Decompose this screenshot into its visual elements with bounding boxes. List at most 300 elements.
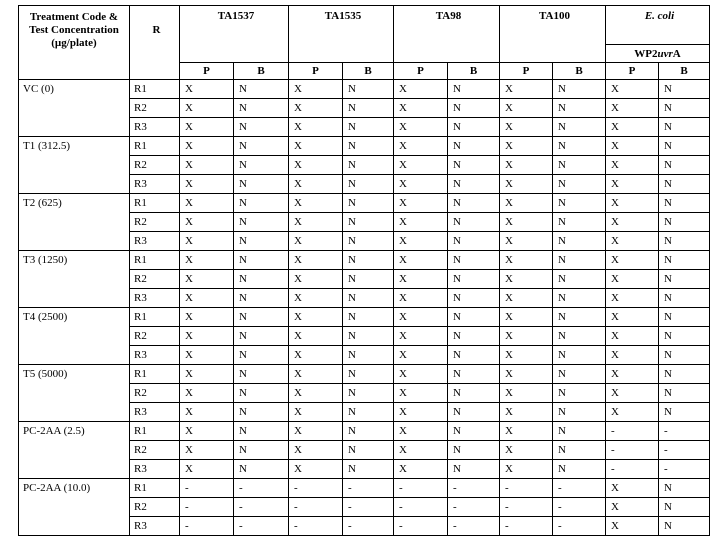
background-result-cell: N — [234, 99, 289, 118]
background-result-cell: N — [553, 80, 606, 99]
background-result-cell: N — [553, 422, 606, 441]
background-result-cell: N — [234, 118, 289, 137]
plate-result-cell: - — [500, 517, 553, 536]
strain-header-ta1537: TA1537 — [180, 6, 289, 63]
background-result-cell: - — [234, 498, 289, 517]
treatment-label: PC-2AA (2.5) — [19, 422, 130, 479]
background-result-cell: N — [553, 175, 606, 194]
plate-result-cell: X — [394, 99, 448, 118]
background-result-cell: N — [343, 137, 394, 156]
plate-result-cell: X — [180, 327, 234, 346]
background-result-cell: N — [659, 517, 710, 536]
plate-result-cell: - — [500, 479, 553, 498]
plate-result-cell: X — [500, 346, 553, 365]
background-result-cell: N — [553, 194, 606, 213]
plate-result-cell: X — [394, 327, 448, 346]
background-result-cell: - — [448, 479, 500, 498]
replicate-label: R2 — [130, 213, 180, 232]
replicate-label: R1 — [130, 137, 180, 156]
plate-result-cell: X — [289, 289, 343, 308]
plate-result-cell: X — [180, 118, 234, 137]
background-result-cell: - — [343, 517, 394, 536]
strain-header-ta100: TA100 — [500, 6, 606, 63]
background-result-cell: - — [448, 517, 500, 536]
background-result-cell: N — [553, 270, 606, 289]
background-result-cell: N — [448, 327, 500, 346]
replicate-label: R2 — [130, 384, 180, 403]
plate-result-cell: X — [289, 137, 343, 156]
replicate-label: R2 — [130, 498, 180, 517]
plate-result-cell: X — [180, 308, 234, 327]
background-result-cell: N — [448, 346, 500, 365]
background-result-cell: N — [448, 232, 500, 251]
treatment-header-line1: Treatment Code & — [29, 11, 119, 23]
plate-result-cell: X — [289, 194, 343, 213]
plate-result-cell: X — [606, 156, 659, 175]
plate-result-cell: X — [289, 327, 343, 346]
background-result-cell: N — [234, 308, 289, 327]
background-result-cell: - — [659, 422, 710, 441]
plate-result-cell: X — [289, 270, 343, 289]
background-result-cell: N — [343, 118, 394, 137]
plate-result-cell: X — [394, 460, 448, 479]
background-result-cell: N — [448, 365, 500, 384]
plate-result-cell: X — [606, 194, 659, 213]
background-result-cell: N — [343, 156, 394, 175]
background-result-cell: N — [659, 403, 710, 422]
background-result-cell: N — [343, 232, 394, 251]
plate-result-cell: X — [606, 498, 659, 517]
plate-result-cell: X — [289, 175, 343, 194]
plate-result-cell: X — [394, 80, 448, 99]
plate-result-cell: X — [606, 118, 659, 137]
plate-result-cell: X — [606, 384, 659, 403]
replicate-label: R2 — [130, 156, 180, 175]
background-result-cell: N — [343, 175, 394, 194]
plate-result-cell: X — [606, 213, 659, 232]
background-result-cell: N — [234, 175, 289, 194]
background-result-cell: N — [234, 441, 289, 460]
plate-result-cell: X — [500, 99, 553, 118]
replicate-label: R3 — [130, 460, 180, 479]
plate-result-cell: X — [289, 118, 343, 137]
plate-result-cell: X — [606, 175, 659, 194]
background-result-cell: - — [343, 479, 394, 498]
plate-result-cell: X — [289, 384, 343, 403]
background-result-cell: N — [448, 175, 500, 194]
replicate-label: R3 — [130, 517, 180, 536]
table-row — [19, 251, 710, 270]
plate-result-cell: X — [500, 194, 553, 213]
background-result-cell: - — [659, 460, 710, 479]
plate-result-cell: X — [500, 213, 553, 232]
background-result-cell: N — [553, 327, 606, 346]
background-result-cell: N — [659, 365, 710, 384]
table-row — [19, 308, 710, 327]
plate-result-cell: X — [394, 403, 448, 422]
background-result-cell: N — [448, 80, 500, 99]
background-result-cell: N — [553, 232, 606, 251]
replicate-label: R3 — [130, 346, 180, 365]
strain-header-ta98: TA98 — [394, 6, 500, 63]
plate-result-cell: - — [180, 498, 234, 517]
background-header: B — [659, 63, 710, 80]
plate-result-cell: X — [394, 289, 448, 308]
replicate-label: R3 — [130, 403, 180, 422]
replicate-label: R3 — [130, 289, 180, 308]
background-result-cell: N — [343, 251, 394, 270]
background-result-cell: N — [659, 479, 710, 498]
background-result-cell: N — [234, 384, 289, 403]
plate-result-cell: X — [180, 251, 234, 270]
background-result-cell: N — [234, 194, 289, 213]
plate-result-cell: X — [180, 422, 234, 441]
plate-result-cell: X — [180, 194, 234, 213]
background-result-cell: N — [343, 422, 394, 441]
table-row — [19, 194, 710, 213]
treatment-label: PC-2AA (10.0) — [19, 479, 130, 536]
plate-result-cell: X — [606, 403, 659, 422]
plate-result-cell: X — [394, 270, 448, 289]
plate-result-cell: X — [180, 232, 234, 251]
background-result-cell: N — [343, 80, 394, 99]
background-result-cell: N — [659, 327, 710, 346]
plate-result-cell: X — [394, 213, 448, 232]
background-result-cell: N — [448, 460, 500, 479]
plate-result-cell: X — [500, 403, 553, 422]
results-table — [18, 5, 710, 536]
background-result-cell: N — [448, 194, 500, 213]
plate-result-cell: X — [180, 99, 234, 118]
plate-result-cell: X — [500, 232, 553, 251]
plate-result-cell: X — [394, 194, 448, 213]
plate-result-cell: X — [180, 175, 234, 194]
plate-result-cell: - — [289, 517, 343, 536]
background-result-cell: N — [448, 251, 500, 270]
background-result-cell: N — [553, 460, 606, 479]
plate-result-cell: X — [394, 422, 448, 441]
plate-result-cell: X — [180, 270, 234, 289]
table-row — [19, 479, 710, 498]
background-result-cell: N — [659, 498, 710, 517]
plate-header: P — [394, 63, 448, 80]
background-result-cell: N — [448, 308, 500, 327]
background-header: B — [553, 63, 606, 80]
table-row — [19, 365, 710, 384]
plate-result-cell: X — [606, 80, 659, 99]
treatment-header — [19, 6, 130, 80]
background-result-cell: N — [659, 213, 710, 232]
replicate-label: R1 — [130, 422, 180, 441]
plate-result-cell: X — [394, 441, 448, 460]
background-result-cell: N — [234, 327, 289, 346]
plate-header: P — [180, 63, 234, 80]
background-result-cell: N — [343, 384, 394, 403]
ecoli-sub-italic: uvr — [657, 47, 673, 60]
plate-result-cell: X — [289, 403, 343, 422]
treatment-label: T3 (1250) — [19, 251, 130, 308]
background-result-cell: N — [343, 213, 394, 232]
replicate-label: R1 — [130, 479, 180, 498]
background-result-cell: N — [659, 175, 710, 194]
plate-result-cell: X — [289, 156, 343, 175]
treatment-label: T4 (2500) — [19, 308, 130, 365]
replicate-label: R3 — [130, 232, 180, 251]
plate-result-cell: X — [500, 460, 553, 479]
replicate-label: R1 — [130, 365, 180, 384]
background-result-cell: N — [234, 251, 289, 270]
background-result-cell: N — [553, 118, 606, 137]
plate-result-cell: X — [606, 270, 659, 289]
table-body — [19, 80, 710, 536]
plate-result-cell: - — [394, 498, 448, 517]
treatment-label: VC (0) — [19, 80, 130, 137]
plate-result-cell: X — [180, 137, 234, 156]
replicate-label: R1 — [130, 251, 180, 270]
plate-result-cell: - — [180, 517, 234, 536]
background-result-cell: - — [553, 498, 606, 517]
plate-result-cell: X — [394, 365, 448, 384]
background-result-cell: N — [343, 99, 394, 118]
plate-result-cell: X — [606, 232, 659, 251]
background-result-cell: - — [343, 498, 394, 517]
background-result-cell: N — [234, 213, 289, 232]
plate-header: P — [289, 63, 343, 80]
treatment-label: T1 (312.5) — [19, 137, 130, 194]
background-result-cell: N — [343, 441, 394, 460]
plate-result-cell: - — [289, 479, 343, 498]
plate-result-cell: X — [500, 308, 553, 327]
background-result-cell: N — [659, 384, 710, 403]
replicate-label: R3 — [130, 175, 180, 194]
background-result-cell: N — [659, 80, 710, 99]
plate-result-cell: X — [394, 232, 448, 251]
plate-result-cell: - — [606, 422, 659, 441]
plate-result-cell: X — [606, 346, 659, 365]
background-result-cell: N — [343, 270, 394, 289]
background-result-cell: N — [553, 365, 606, 384]
plate-result-cell: X — [289, 80, 343, 99]
plate-result-cell: X — [289, 232, 343, 251]
background-result-cell: - — [234, 479, 289, 498]
replicate-label: R1 — [130, 80, 180, 99]
background-result-cell: N — [659, 346, 710, 365]
replicate-label: R2 — [130, 441, 180, 460]
plate-result-cell: X — [180, 460, 234, 479]
background-result-cell: N — [234, 460, 289, 479]
background-result-cell: N — [659, 194, 710, 213]
plate-result-cell: X — [606, 99, 659, 118]
background-result-cell: N — [659, 251, 710, 270]
background-result-cell: N — [448, 137, 500, 156]
background-header: B — [234, 63, 289, 80]
plate-result-cell: X — [394, 137, 448, 156]
plate-result-cell: - — [289, 498, 343, 517]
plate-result-cell: X — [180, 365, 234, 384]
background-result-cell: N — [234, 365, 289, 384]
plate-result-cell: X — [180, 403, 234, 422]
background-result-cell: N — [234, 232, 289, 251]
plate-result-cell: X — [500, 422, 553, 441]
plate-header: P — [500, 63, 553, 80]
background-result-cell: N — [659, 99, 710, 118]
plate-result-cell: X — [500, 365, 553, 384]
plate-result-cell: X — [394, 251, 448, 270]
plate-result-cell: X — [180, 441, 234, 460]
treatment-label: T5 (5000) — [19, 365, 130, 422]
plate-result-cell: X — [500, 384, 553, 403]
plate-result-cell: X — [289, 251, 343, 270]
plate-result-cell: X — [500, 118, 553, 137]
replicate-label: R3 — [130, 118, 180, 137]
background-result-cell: - — [553, 517, 606, 536]
ecoli-sub-prefix: WP2 — [634, 47, 658, 60]
plate-result-cell: X — [289, 460, 343, 479]
replicate-header: R — [130, 6, 180, 80]
background-result-cell: N — [448, 99, 500, 118]
plate-result-cell: X — [180, 80, 234, 99]
background-result-cell: N — [553, 441, 606, 460]
replicate-label: R2 — [130, 327, 180, 346]
background-result-cell: N — [553, 99, 606, 118]
plate-result-cell: X — [180, 384, 234, 403]
plate-result-cell: X — [394, 346, 448, 365]
background-result-cell: N — [448, 441, 500, 460]
plate-result-cell: X — [289, 308, 343, 327]
plate-result-cell: X — [606, 137, 659, 156]
plate-result-cell: X — [500, 137, 553, 156]
table-header — [19, 6, 710, 80]
background-result-cell: N — [659, 270, 710, 289]
replicate-label: R1 — [130, 308, 180, 327]
plate-result-cell: X — [606, 308, 659, 327]
strain-header-ecoli: E. coli — [606, 6, 710, 45]
background-result-cell: N — [448, 289, 500, 308]
table-row — [19, 137, 710, 156]
plate-result-cell: X — [394, 308, 448, 327]
background-result-cell: N — [553, 346, 606, 365]
background-result-cell: N — [553, 251, 606, 270]
background-result-cell: N — [343, 194, 394, 213]
plate-result-cell: X — [606, 365, 659, 384]
treatment-header-line2: Test Concentration — [29, 24, 119, 36]
background-result-cell: N — [448, 422, 500, 441]
background-result-cell: N — [234, 403, 289, 422]
plate-result-cell: X — [500, 441, 553, 460]
background-result-cell: N — [343, 460, 394, 479]
plate-result-cell: - — [394, 517, 448, 536]
plate-result-cell: X — [289, 99, 343, 118]
plate-result-cell: X — [606, 517, 659, 536]
treatment-label: T2 (625) — [19, 194, 130, 251]
plate-result-cell: X — [180, 213, 234, 232]
background-result-cell: N — [659, 137, 710, 156]
plate-header: P — [606, 63, 659, 80]
plate-result-cell: X — [180, 156, 234, 175]
background-result-cell: N — [343, 289, 394, 308]
plate-result-cell: - — [606, 460, 659, 479]
background-result-cell: N — [448, 156, 500, 175]
background-result-cell: N — [343, 308, 394, 327]
plate-result-cell: X — [500, 270, 553, 289]
background-result-cell: N — [448, 118, 500, 137]
replicate-label: R2 — [130, 270, 180, 289]
background-result-cell: N — [659, 156, 710, 175]
plate-result-cell: X — [606, 327, 659, 346]
table-row — [19, 80, 710, 99]
background-result-cell: N — [553, 137, 606, 156]
background-result-cell: N — [553, 289, 606, 308]
plate-result-cell: X — [394, 384, 448, 403]
plate-result-cell: X — [606, 251, 659, 270]
background-result-cell: N — [448, 213, 500, 232]
background-result-cell: N — [553, 308, 606, 327]
background-result-cell: N — [343, 327, 394, 346]
background-result-cell: N — [234, 270, 289, 289]
plate-result-cell: X — [500, 156, 553, 175]
plate-result-cell: X — [500, 289, 553, 308]
plate-result-cell: X — [289, 422, 343, 441]
background-result-cell: N — [234, 289, 289, 308]
plate-result-cell: X — [289, 213, 343, 232]
background-result-cell: - — [659, 441, 710, 460]
plate-result-cell: X — [606, 479, 659, 498]
background-header: B — [448, 63, 500, 80]
background-result-cell: N — [343, 403, 394, 422]
background-result-cell: N — [234, 137, 289, 156]
background-result-cell: N — [343, 365, 394, 384]
background-result-cell: N — [234, 346, 289, 365]
background-result-cell: N — [553, 384, 606, 403]
background-result-cell: - — [553, 479, 606, 498]
plate-result-cell: - — [606, 441, 659, 460]
treatment-header-line3: (µg/plate) — [51, 37, 97, 49]
plate-result-cell: X — [394, 118, 448, 137]
background-result-cell: N — [659, 308, 710, 327]
background-result-cell: N — [553, 403, 606, 422]
plate-result-cell: X — [180, 289, 234, 308]
plate-result-cell: X — [500, 327, 553, 346]
background-result-cell: N — [659, 289, 710, 308]
background-result-cell: N — [234, 80, 289, 99]
background-result-cell: N — [448, 403, 500, 422]
background-result-cell: N — [234, 156, 289, 175]
plate-result-cell: X — [289, 346, 343, 365]
plate-result-cell: X — [289, 441, 343, 460]
plate-result-cell: X — [289, 365, 343, 384]
replicate-label: R2 — [130, 99, 180, 118]
ecoli-sub-suffix: A — [672, 47, 681, 60]
plate-result-cell: X — [394, 156, 448, 175]
background-result-cell: N — [659, 232, 710, 251]
background-result-cell: N — [343, 346, 394, 365]
plate-result-cell: X — [394, 175, 448, 194]
background-header: B — [343, 63, 394, 80]
background-result-cell: N — [659, 118, 710, 137]
strain-header-ta1535: TA1535 — [289, 6, 394, 63]
plate-result-cell: - — [500, 498, 553, 517]
plate-result-cell: X — [500, 251, 553, 270]
replicate-label: R1 — [130, 194, 180, 213]
background-result-cell: - — [448, 498, 500, 517]
plate-result-cell: X — [606, 289, 659, 308]
plate-result-cell: X — [500, 175, 553, 194]
plate-result-cell: X — [180, 346, 234, 365]
background-result-cell: N — [448, 384, 500, 403]
background-result-cell: N — [553, 213, 606, 232]
plate-result-cell: - — [394, 479, 448, 498]
table-row — [19, 422, 710, 441]
